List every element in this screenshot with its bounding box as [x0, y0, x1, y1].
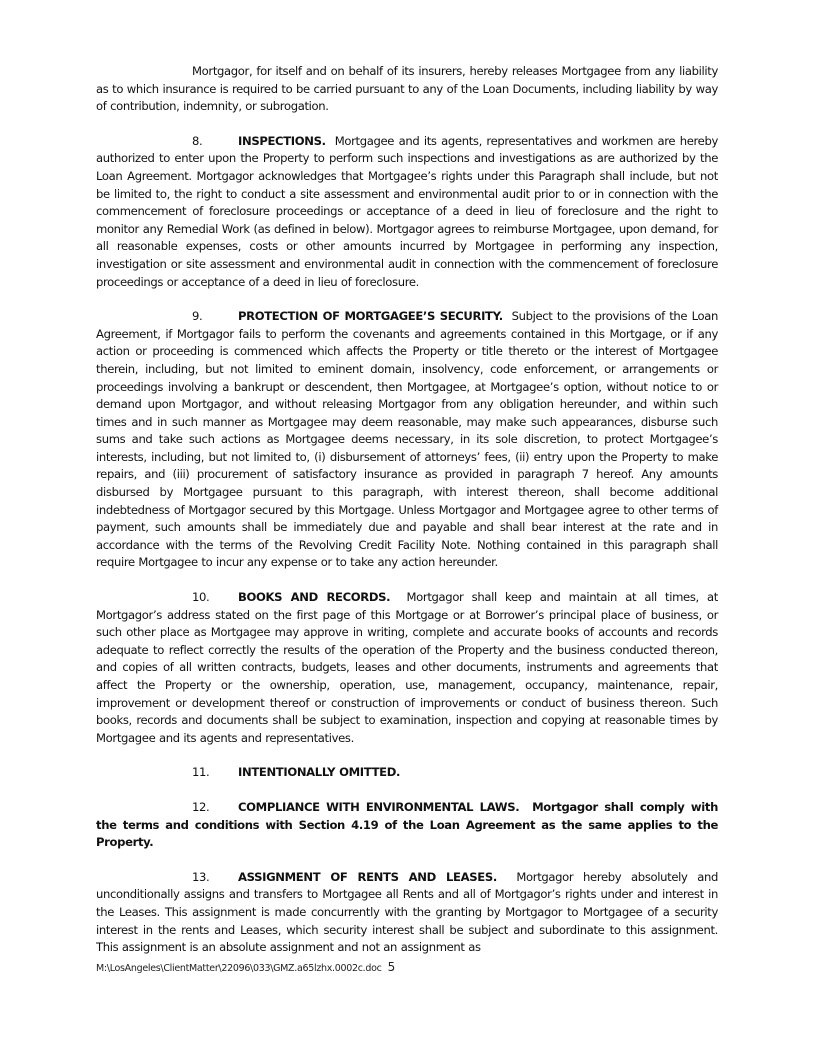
section-body: Mortgagor shall keep and maintain at all times, at Mortgagor’s address stated on the first page of this Mortgage or at Borrower’s principal place of business, or such other place as Mortgagee may approve in writing, complete and accurate books of accounts and records adequate to reflect correctly the results of the operation of the Property and the business conducted thereon, and copies of all written contracts, budgets, leases and other documents, instruments and agreements that affect the Property or the ownership, operation, use, management, occupancy, maintenance, repair, improvement or development thereof or construction of improvements or conduct of business thereon. Such books, records and documents shall be subject to examination, inspection and copying at reasonable times by Mortgagee and its agents and representatives.: [96, 590, 718, 745]
section-heading: INTENTIONALLY OMITTED.: [238, 765, 401, 780]
file-path: M:\LosAngeles\ClientMatter\22096\033\GMZ.a65lzhx.0002c.doc: [96, 963, 382, 974]
section-9: [96, 308, 718, 572]
section-body: Mortgagee and its agents, representatives and workmen are hereby authorized to enter upon the Property to perform such inspections and investigations as are authorized by the Loan Agreement. Mortgagor acknowledges that Mortgagee’s rights under this Paragraph shall include, but not be limited to, the right to conduct a site assessment and environmental audit prior to or in connection with the commencement of foreclosure proceedings or acceptance of a deed in lieu of foreclosure and the right to monitor any Remedial Work (as defined in below). Mortgagor agrees to reimburse Mortgagee, upon demand, for all reasonable expenses, costs or other amounts incurred by Mortgagee in performing any inspection, investigation or site assessment and environmental audit in connection with the commencement of foreclosure proceedings or acceptance of a deed in lieu of foreclosure.: [96, 133, 718, 289]
section-number: 11.: [192, 765, 210, 780]
intro-paragraph: Mortgagor, for itself and on behalf of its insurers, hereby releases Mortgagee from any liability as to which insurance is required to be carried pursuant to any of the Loan Documents, including liability by way of contribution, indemnity, or subrogation.: [96, 64, 718, 114]
section-heading: INSPECTIONS.: [238, 133, 326, 148]
section-body: Mortgagor hereby absolutely and unconditionally assigns and transfers to Mortgagee all Rents and all of Mortgagor’s rights under and interest in the Leases. This assignment is made concurrently with the granting by Mortgagor to Mortgagee of a security interest in the rents and Leases, which security interest shall be subject and subordinate to this assignment. This assignment is an absolute assignment and not an assignment as: [96, 869, 718, 955]
section-8: [96, 133, 718, 291]
section-number: 8.: [192, 133, 203, 148]
section-10: [96, 589, 718, 747]
section-number: 9.: [192, 309, 203, 324]
page-footer: [96, 960, 395, 974]
section-number: 13.: [192, 869, 210, 884]
section-number: 12.: [192, 799, 210, 814]
section-number: 10.: [192, 590, 210, 605]
section-heading: BOOKS AND RECORDS.: [238, 590, 391, 605]
section-heading: ASSIGNMENT OF RENTS AND LEASES.: [238, 869, 497, 884]
section-heading: COMPLIANCE WITH ENVIRONMENTAL LAWS.: [238, 799, 520, 814]
section-heading: PROTECTION OF MORTGAGEE’S SECURITY.: [238, 309, 503, 324]
document-body: [96, 63, 718, 974]
section-11: [96, 764, 718, 782]
section-body: Subject to the provisions of the Loan Agreement, if Mortgagor fails to perform the covenants and agreements contained in this Mortgage, or if any action or proceeding is commenced which affects the Property or title thereto or the interest of Mortgagee therein, including, but not limited to eminent domain, insolvency, code enforcement, or arrangements or proceedings involving a bankrupt or descendent, then Mortgagee, at Mortgagee’s option, without notice to or demand upon Mortgagor, and without releasing Mortgagor from any obligation hereunder, and within such times and in such manner as Mortgagee may deem reasonable, may make such appearances, disburse such sums and take such actions as Mortgagee deems necessary, in its sole discretion, to protect Mortgagee’s interests, including, but not limited to, (i) disbursement of attorneys’ fees, (ii) entry upon the Property to make repairs, and (iii) procurement of satisfactory insurance as provided in paragraph 7 hereof. Any amounts disbursed by Mortgagee pursuant to this paragraph, with interest thereon, shall become additional indebtedness of Mortgagor secured by this Mortgage. Unless Mortgagor and Mortgagee agree to other terms of payment, such amounts shall be immediately due and payable and shall bear interest at the rate and in accordance with the terms of the Revolving Credit Facility Note. Nothing contained in this paragraph shall require Mortgagee to incur any expense or to take any action hereunder.: [96, 309, 718, 570]
page-number: 5: [387, 960, 395, 974]
section-body: Mortgagor shall comply with the terms and conditions with Section 4.19 of the Loan Agreement as the same applies to the Property.: [96, 799, 718, 850]
section-13: [96, 869, 718, 957]
section-12: [96, 799, 718, 852]
